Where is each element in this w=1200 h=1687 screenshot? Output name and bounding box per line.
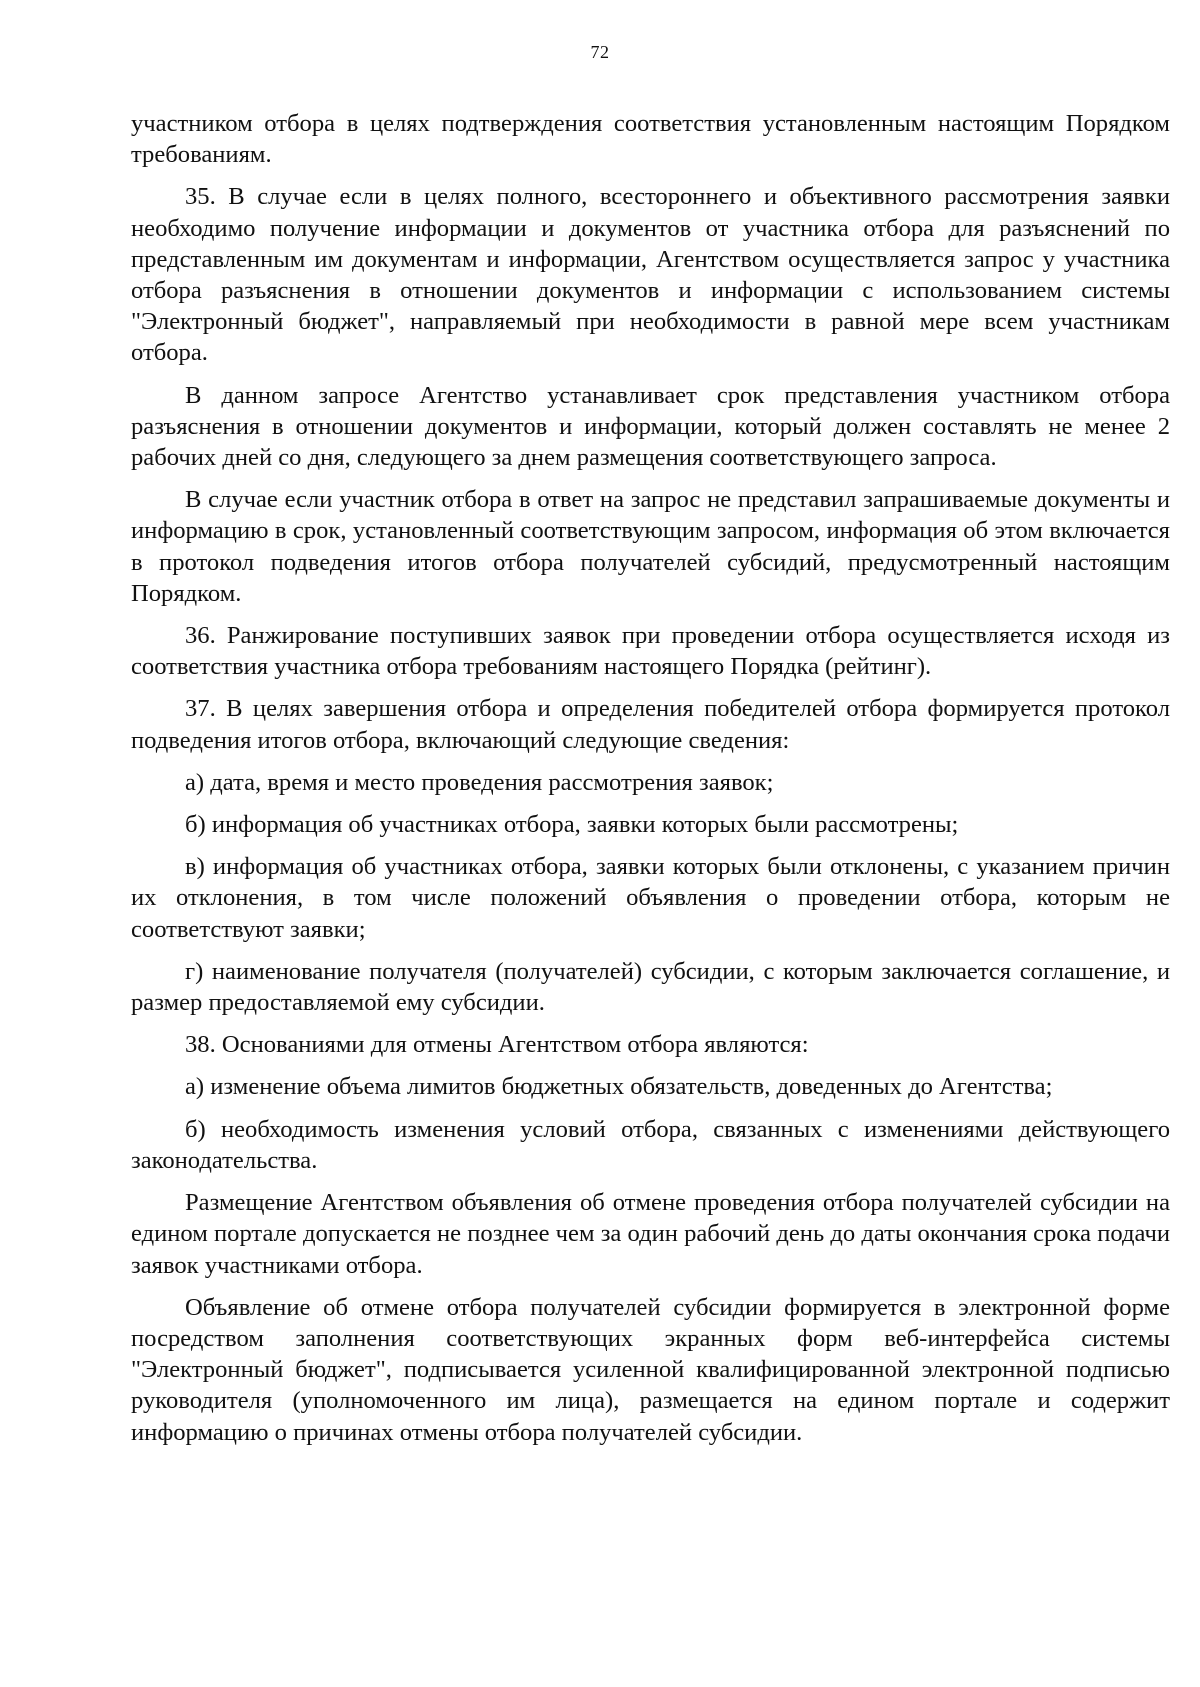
paragraph-item-38-a: а) изменение объема лимитов бюджетных обязательств, доведенных до Агентства; [185,1073,1053,1101]
paragraph-item-37-a: а) дата, время и место проведения рассмотрения заявок; [185,768,774,796]
paragraph-item-38: 38. Основаниями для отмены Агентством отбора являются: [185,1031,809,1059]
paragraph-item-38-b: б) необходимость изменения условий отбора, связанных с изменениями действующего законодательства. [131,1115,1170,1174]
paragraph-request-deadline: В данном запросе Агентство устанавливает срок представления участником отбора разъяснения в отношении документов и информации, который должен составлять не менее 2 рабочих дней со дня, следующего за днем размещения соответствующего запроса. [131,381,1170,472]
paragraph-item-37-g: г) наименование получателя (получателей) субсидии, с которым заключается соглашение, и размер предоставляемой ему субсидии. [131,957,1170,1017]
paragraph-item-37-b: б) информация об участниках отбора, заявки которых были рассмотрены; [185,811,959,839]
paragraph-item-35: 35. В случае если в целях полного, всестороннего и объективного рассмотрения заявки необходимо получение информации и документов от участника отбора для разъяснений по представленным им документам и информации, Агентством осуществляется запрос у участника отбора разъяснения в отношении документов и информации с использованием системы "Электронный бюджет", направляемый при необходимости в равной мере всем участникам отбора. [131,183,1170,367]
paragraph-item-37: 37. В целях завершения отбора и определения победителей отбора формируется протокол подведения итогов отбора, включающий следующие сведения: [131,695,1170,754]
paragraph-item-37-v: в) информация об участниках отбора, заявки которых были отклонены, с указанием причин их отклонения, в том числе положений объявления о проведении отбора, которым не соответствуют заявки; [131,853,1170,943]
paragraph-continuation: участником отбора в целях подтверждения соответствия установленным настоящим Порядком требованиям. [131,110,1170,169]
paragraph-cancel-announcement: Размещение Агентством объявления об отмене проведения отбора получателей субсидии на едином портале допускается не позднее чем за один рабочий день до даты окончания срока подачи заявок участниками отбора. [131,1189,1170,1279]
document-body [131,108,1170,1459]
paragraph-item-36: 36. Ранжирование поступивших заявок при проведении отбора осуществляется исходя из соответствия участника отбора требованиям настоящего Порядка (рейтинг). [131,622,1170,681]
paragraph-cancel-form: Объявление об отмене отбора получателей субсидии формируется в электронной форме посредством заполнения соответствующих экранных форм веб-интерфейса системы "Электронный бюджет", подписывается усиленной квалифицированной электронной подписью руководителя (уполномоченного им лица), размещается на едином портале и содержит информацию о причинах отмены отбора получателей субсидии. [131,1293,1170,1446]
page-number: 72 [590,42,610,62]
paragraph-no-response: В случае если участник отбора в ответ на запрос не представил запрашиваемые документы и информацию в срок, установленный соответствующим запросом, информация об этом включается в протокол подведения итогов отбора получателей субсидий, предусмотренный настоящим Порядком. [131,486,1170,607]
